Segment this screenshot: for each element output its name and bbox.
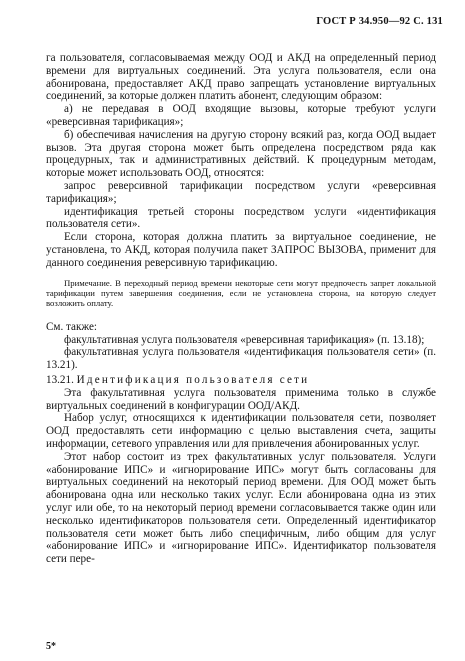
paragraph: Набор услуг, относящихся к идентификации пользователя сети, позволяет ООД предоставлять сети информацию с целью выставления счета, защиты информации, сетевого управления или для привлечения абонированных услуг.: [46, 412, 436, 450]
section-title: Идентификация пользователя сети: [76, 373, 310, 386]
paragraph: Эта факультативная услуга пользователя применима только в службе виртуальных соединений в конфигурации ООД/АКД.: [46, 386, 436, 412]
running-header: ГОСТ Р 34.950—92 С. 131: [316, 16, 443, 27]
section-number: 13.21.: [46, 373, 74, 386]
paragraph: запрос реверсивной тарификации посредством услуги «реверсивная тарификация»;: [46, 179, 436, 205]
paragraph: а) не передавая в ООД входящие вызовы, которые требуют услуги «реверсивная тарификация»;: [46, 103, 436, 128]
paragraph: б) обеспечивая начисления на другую сторону всякий раз, когда ООД выдает вызов. Эта другая сторона может быть определена посредством ряда как процедурных, так и административных действий. К процедурным методам, которые может использовать ООД, относятся:: [46, 128, 436, 180]
see-also-item: факультативная услуга пользователя «идентификация пользователя сети» (п. 13.21).: [46, 346, 436, 372]
see-also-item: факультативная услуга пользователя «реверсивная тарификация» (п. 13.18);: [64, 333, 425, 346]
see-also-label: См. также:: [46, 320, 98, 333]
paragraph: га пользователя, согласовываемая между ООД и АКД на определенный период времени для виртуальных соединений. Эта услуга пользователя, если она абонирована, предоставляет АКД право запрещать установление виртуальных соединений, за которые должен платить абонент, следующим образом:: [46, 52, 436, 103]
page-body: [46, 52, 436, 566]
paragraph: Этот набор состоит из трех факультативных услуг пользователя. Услуги «абонирование ИПС» и «игнорирование ИПС» могут быть согласованы для виртуальных соединений на некоторый период времени. Для ООД может быть абонирована одна или несколько таких услуг. Если абонирована одна из этих услуг или обе, то на некоторый период времени согласовывается также один или несколько идентификаторов пользователя сети. Определенный идентификатор пользователя сети может быть либо специфичным, либо общим для услуг «абонирование ИПС» и «игнорирование ИПС». Идентификатор пользователя сети пере-: [46, 450, 436, 566]
section-heading: [46, 374, 436, 387]
note: Примечание. В переходный период времени некоторые сети могут предпочесть запрет локальной тарификации путем завершения соединения, если не установлена сторона, на которую следует возложить оплату.: [46, 277, 436, 309]
paragraph: идентификация третьей стороны посредством услуги «идентификация пользователя сети».: [46, 205, 436, 231]
paragraph: Если сторона, которая должна платить за виртуальное соединение, не установлена, то АКД, которая получила пакет ЗАПРОС ВЫЗОВА, применит для данного соединения реверсивную тарификацию.: [46, 231, 436, 269]
page-footer-mark: 5*: [46, 641, 56, 652]
